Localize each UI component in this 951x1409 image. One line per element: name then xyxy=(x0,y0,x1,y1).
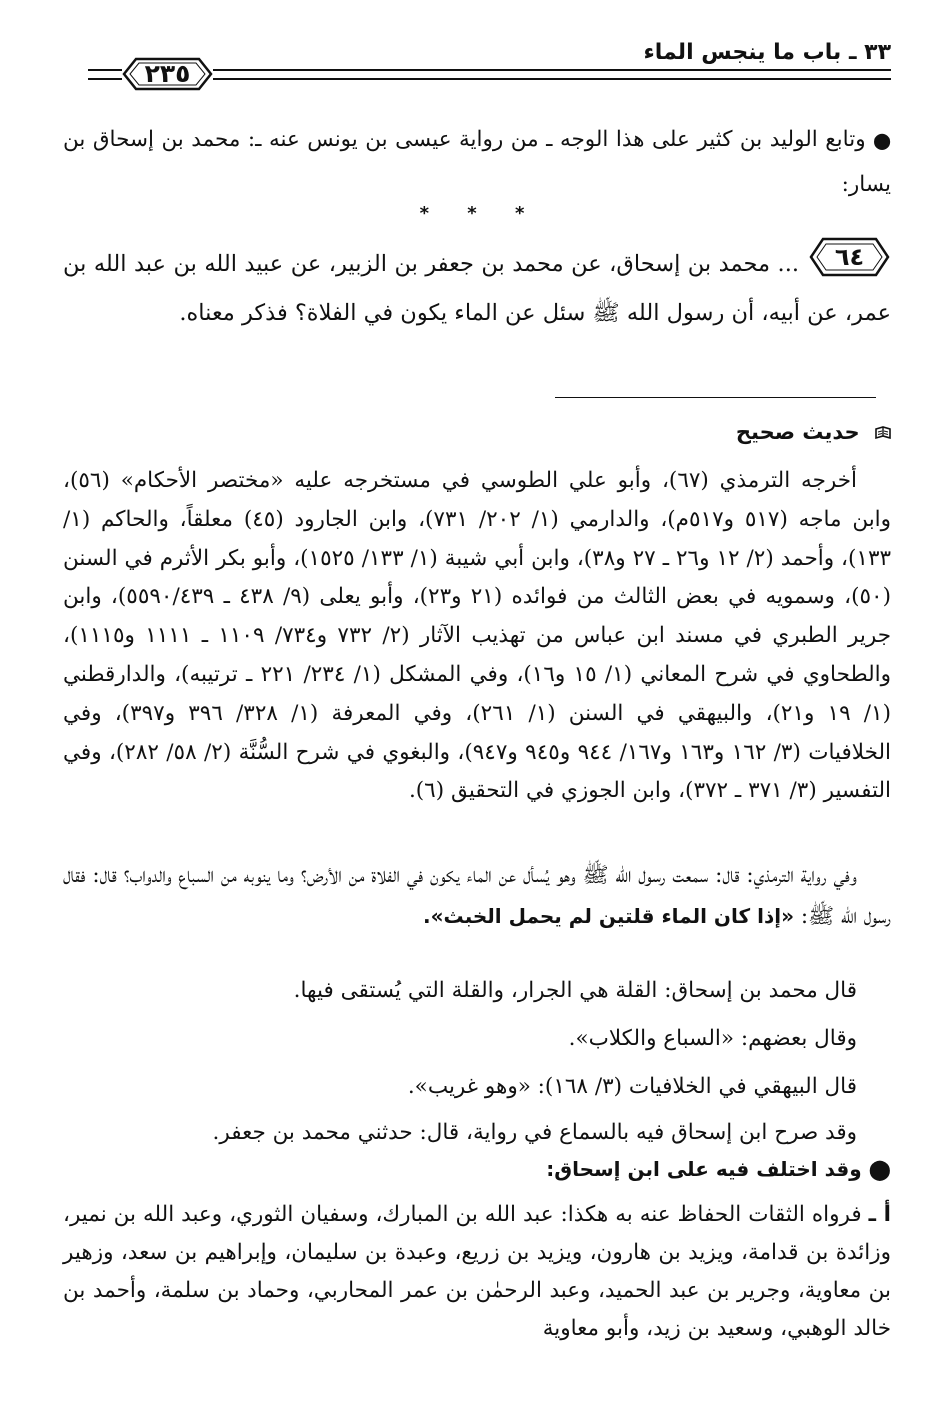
section-stars: * * * xyxy=(419,203,541,224)
page-number: ٢٣٥ xyxy=(144,59,191,88)
bullet-marker-icon: ⬤ xyxy=(873,131,891,150)
intro-text: وتابع الوليد بن كثير على هذا الوجه ـ من رواية عيسى بن يونس عنه ـ: محمد بن إسحاق بن يسار: xyxy=(63,127,891,197)
tirmidhi-text: وفي رواية الترمذي: قال: سمعت رسول الله ﷺ وهو يُسأل عن الماء يكون في الفلاة من الأرض؟ وما ينوبه من السباع والدواب؟ قال: فقال رسول الله ﷺ: xyxy=(63,863,891,929)
line-bayhaqi: قال البيهقي في الخلافيات (٣/ ١٦٨): «وهو غريب». xyxy=(407,1074,857,1099)
grade-heading xyxy=(736,420,891,444)
hadith-text: ... محمد بن إسحاق، عن محمد بن جعفر بن الزبير، عن عبيد الله بن عبد الله بن عمر، عن أبيه، أن رسول الله ﷺ سئل عن الماء يكون في الفلاة؟ فذكر معناه. xyxy=(63,251,891,326)
section-a-paragraph xyxy=(63,1196,891,1348)
running-title: ٣٣ ـ باب ما ينجس الماء xyxy=(643,40,891,65)
header-rule xyxy=(213,69,891,80)
page-number-frame xyxy=(120,55,215,93)
section-a-text: فرواه الثقات الحفاظ عنه به هكذا: عبد الله بن المبارك، وسفيان الثوري، وعبد الله بن نمير، وزائدة بن قدامة، ويزيد بن هارون، ويزيد بن زريع، وعبدة بن سليمان، وإبراهيم بن سعد، وزهير بن معاوية، وجرير بن عبد الحميد، وعبد الرحمٰن بن عمر المحاربي، وحماد بن سلمة، وأحمد بن خالد الوهبي، وسعيد بن زيد، وأبو معاوية xyxy=(63,1202,891,1341)
grade-label: حديث صحيح xyxy=(735,420,860,444)
line-qulla: قال محمد بن إسحاق: القلة هي الجرار، والقلة التي يُستقى فيها. xyxy=(293,978,857,1003)
header-rule-left xyxy=(88,69,122,80)
line-baad: وقال بعضهم: «السباع والكلاب». xyxy=(568,1026,857,1051)
tirmidhi-paragraph xyxy=(63,855,891,937)
separator-line xyxy=(555,397,876,398)
section-a-lead: أ ـ xyxy=(868,1202,891,1227)
book-icon xyxy=(875,426,891,440)
line-sarraha: وقد صرح ابن إسحاق فيه بالسماع في رواية، قال: حدثني محمد بن جعفر. xyxy=(212,1120,857,1145)
takhrij-paragraph: أخرجه الترمذي (٦٧)، وأبو علي الطوسي في مستخرجه عليه «مختصر الأحكام» (٥٦)، وابن ماجه (٥١٧ و٥١٧م)، والدارمي (١/ ٢٠٢/ ٧٣١)، وابن الجارود (٤٥) معلقاً، والحاكم (١/ ١٣٣)، وأحمد (٢/ ١٢ و٢٦ ـ ٢٧ و٣٨)، وابن أبي شيبة (١/ ١٣٣/ ١٥٢٥)، وأبو بكر الأثرم في السنن (٥٠)، وسمويه في بعض الثالث من فوائده (٢١ و٢٣)، وأبو يعلى (٩/ ٤٣٨ ـ ٥٥٩٠/٤٣٩)، وابن جرير الطبري في مسند ابن عباس من تهذيب الآثار (٢/ ٧٣٢ و٧٣٤/ ١١٠٩ ـ ١١١١ و١١١٥)، والطحاوي في شرح المعاني (١/ ١٥ و١٦)، وفي المشكل (١/ ٢٣٤/ ٢٢١ ـ ترتيبه)، والدارقطني (١/ ١٩ و٢١)، والبيهقي في السنن (١/ ٢٦١)، وفي المعرفة (١/ ٣٢٨/ ٣٩٦ و٣٩٧)، وفي الخلافيات (٣/ ١٦٢ و١٦٣ و١٦٧/ ٩٤٤ و٩٤٥ و٩٤٧)، والبغوي في شرح السُّنَّة (٢/ ٥٨/ ٢٨٢)، وفي التفسير (٣/ ٣٧١ ـ ٣٧٢)، وابن الجوزي في التحقيق (٦). xyxy=(63,468,892,804)
tirmidhi-matn: «إذا كان الماء قلتين لم يحمل الخبث». xyxy=(423,904,794,928)
intro-paragraph xyxy=(63,118,891,207)
line-ikhtilaf: ⬤ وقد اختلف فيه على ابن إسحاق: xyxy=(546,1157,891,1181)
hadith-number: ٦٤ xyxy=(834,243,865,271)
